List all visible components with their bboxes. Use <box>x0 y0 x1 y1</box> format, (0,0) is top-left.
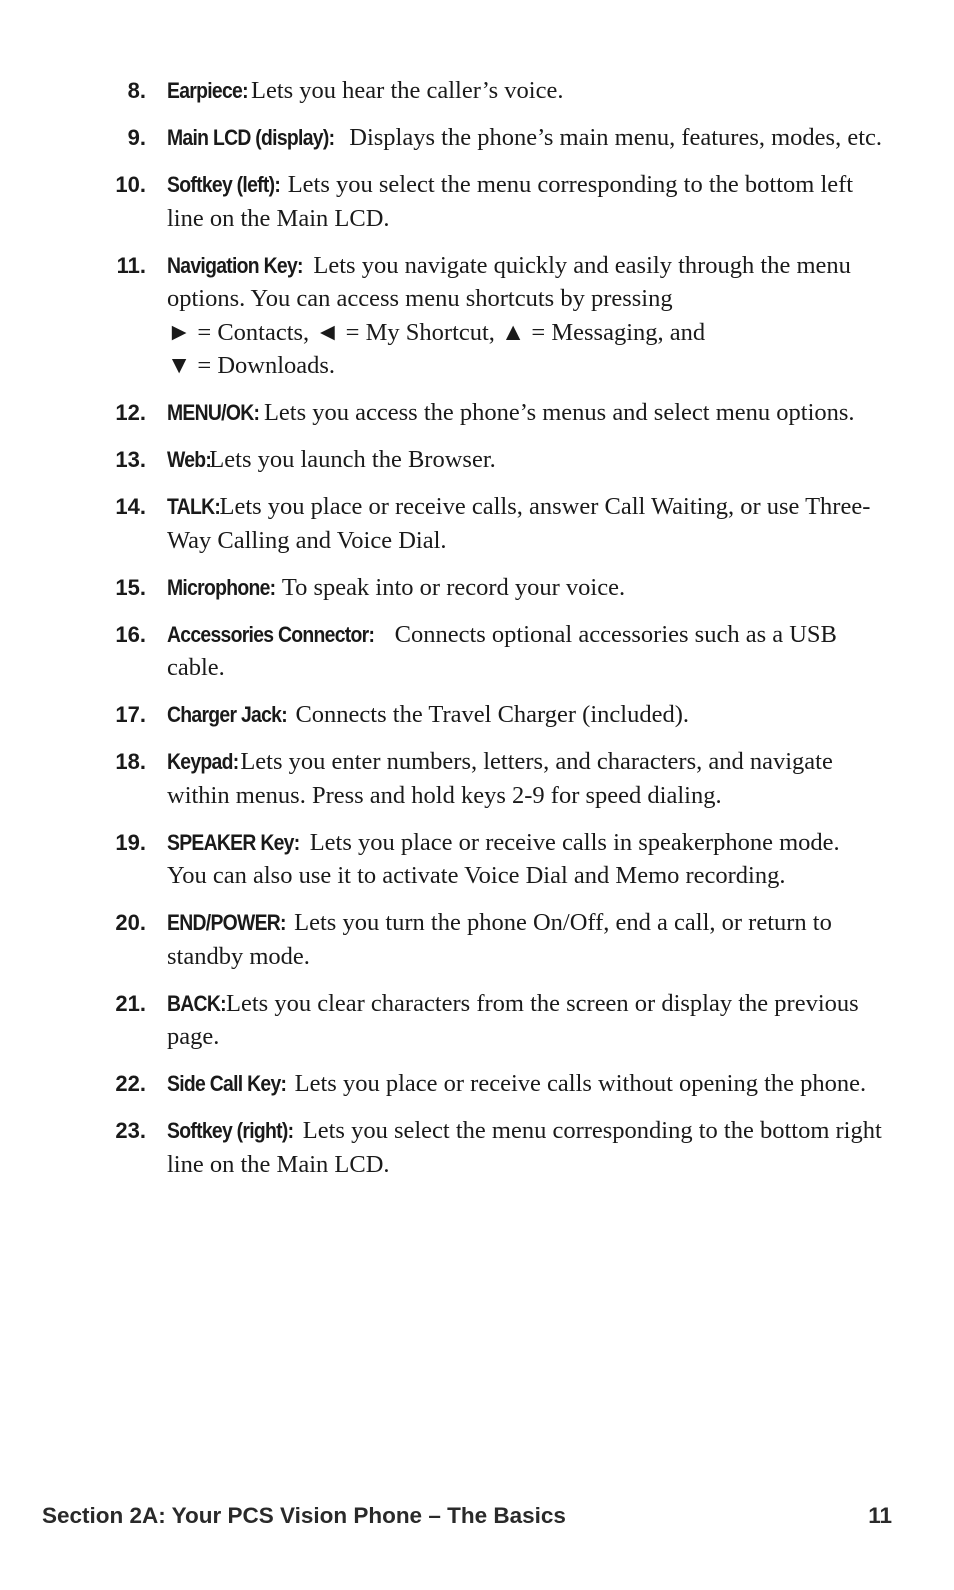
shortcut-line: ▼ = Downloads. <box>167 352 336 379</box>
item-number: 16. <box>115 621 146 647</box>
item-description: Lets you launch the Browser. <box>209 446 496 473</box>
list-item <box>0 618 954 685</box>
component-list <box>0 74 954 1195</box>
item-number: 14. <box>115 494 146 519</box>
page-number: 11 <box>868 1503 892 1528</box>
list-item <box>0 987 954 1054</box>
list-item <box>0 74 954 108</box>
list-item <box>0 745 954 812</box>
list-item <box>0 168 954 235</box>
list-item <box>0 249 954 383</box>
item-number: 20. <box>115 910 146 935</box>
item-description: Connects optional accessories such as a USB cable. <box>167 620 837 681</box>
page-footer <box>42 1503 892 1529</box>
item-term: Softkey (left): <box>167 172 281 197</box>
item-description: Lets you clear characters from the screen or display the previous page. <box>167 989 859 1050</box>
item-description: Lets you select the menu corresponding to the bottom right line on the Main LCD. <box>167 1117 882 1178</box>
item-number: 11. <box>116 252 146 278</box>
item-description: Lets you enter numbers, letters, and characters, and navigate within menus. Press and hold keys 2-9 for speed dialing. <box>167 748 833 809</box>
item-term: SPEAKER Key: <box>167 829 300 855</box>
item-description: Displays the phone’s main menu, features, modes, etc. <box>349 124 883 151</box>
item-number: 13. <box>115 447 146 472</box>
item-term: END/POWER: <box>167 910 286 935</box>
item-term: Web: <box>167 447 212 472</box>
item-number: 9. <box>127 125 146 150</box>
item-description: Lets you navigate quickly and easily through the menu options. You can access menu shortcuts by pressing <box>167 251 851 312</box>
list-item <box>0 1067 954 1101</box>
item-term: Microphone: <box>167 574 276 600</box>
section-title: Section 2A: Your PCS Vision Phone – The Basics <box>42 1503 566 1528</box>
item-term: MENU/OK: <box>167 400 260 425</box>
item-term: Keypad: <box>167 749 239 774</box>
list-item <box>0 121 954 155</box>
item-number: 18. <box>115 749 146 774</box>
item-description: Lets you turn the phone On/Off, end a call, or return to standby mode. <box>167 909 832 970</box>
item-term: TALK: <box>167 494 221 519</box>
item-description: Connects the Travel Charger (included). <box>295 701 689 728</box>
item-number: 12. <box>115 400 146 425</box>
item-term: Side Call Key: <box>167 1071 287 1096</box>
list-item <box>0 906 954 973</box>
item-number: 15. <box>115 574 146 600</box>
item-description: Lets you place or receive calls without opening the phone. <box>294 1070 867 1097</box>
list-item <box>0 698 954 732</box>
item-description: Lets you place or receive calls, answer Call Waiting, or use Three-Way Calling and Voice Dial. <box>167 493 871 554</box>
item-term: Earpiece: <box>167 78 248 103</box>
list-item <box>0 443 954 477</box>
item-term: Charger Jack: <box>167 702 287 727</box>
item-term: Navigation Key: <box>167 252 303 278</box>
item-term: Accessories Connector: <box>167 621 375 647</box>
item-term: Softkey (right): <box>167 1118 294 1143</box>
list-item <box>0 1114 954 1181</box>
item-description: Lets you place or receive calls in speakerphone mode. You can also use it to activate Voice Dial and Memo recording. <box>167 828 840 889</box>
item-description: Lets you select the menu corresponding to the bottom left line on the Main LCD. <box>167 171 854 232</box>
item-number: 22. <box>115 1071 146 1096</box>
item-description: To speak into or record your voice. <box>281 573 626 601</box>
list-item <box>0 490 954 557</box>
list-item <box>0 826 954 893</box>
shortcut-line: ► = Contacts, ◄ = My Shortcut, ▲ = Messaging, and <box>167 318 706 346</box>
list-item <box>0 571 954 605</box>
item-number: 17. <box>115 702 146 727</box>
item-number: 21. <box>115 990 146 1016</box>
list-item <box>0 396 954 430</box>
item-number: 19. <box>115 829 146 855</box>
item-number: 8. <box>127 78 146 103</box>
item-term: BACK: <box>167 990 226 1016</box>
item-description: Lets you access the phone’s menus and select menu options. <box>263 399 855 426</box>
item-number: 23. <box>115 1118 146 1143</box>
item-term: Main LCD (display): <box>167 125 335 150</box>
item-number: 10. <box>115 172 146 197</box>
item-description: Lets you hear the caller’s voice. <box>250 77 564 104</box>
